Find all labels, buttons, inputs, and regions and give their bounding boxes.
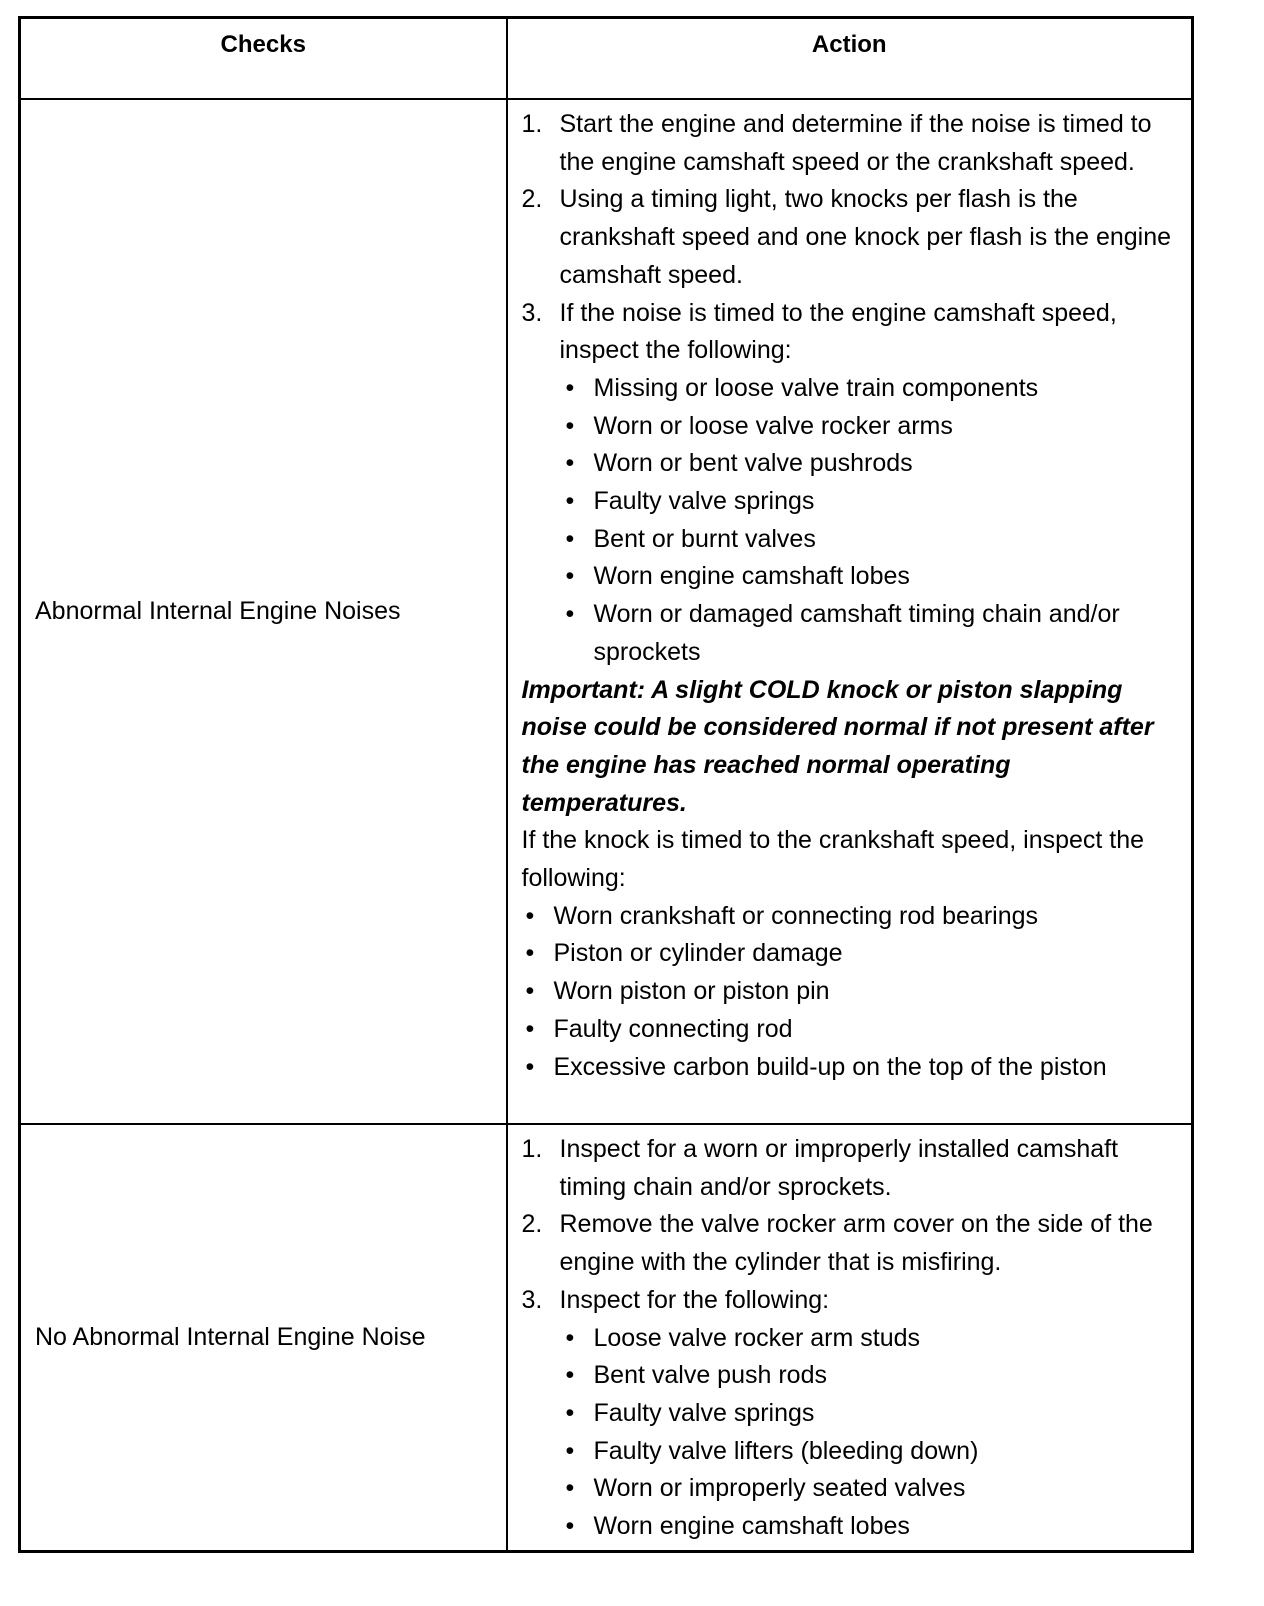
diagnostic-table	[18, 16, 1194, 1553]
check-cell: Abnormal Internal Engine Noises	[20, 99, 507, 1124]
list-item: • Missing or loose valve train components	[562, 370, 1182, 408]
action-cell	[507, 99, 1193, 1124]
table-row	[20, 99, 1193, 1124]
step-text: Remove the valve rocker arm cover on the side of the engine with the cylinder that is misfiring.	[559, 1210, 1153, 1277]
step-number: 1.	[521, 1135, 543, 1163]
inspection-list	[522, 370, 1182, 672]
list-item: • Piston or cylinder damage	[522, 935, 1182, 973]
step-text: Inspect for the following:	[559, 1285, 830, 1314]
list-item: • Worn engine camshaft lobes	[562, 1508, 1182, 1546]
step-item	[522, 1206, 1182, 1281]
list-item: • Faulty valve lifters (bleeding down)	[562, 1433, 1182, 1471]
crank-inspection-list	[522, 898, 1182, 1087]
header-row	[20, 18, 1193, 100]
inspection-list	[522, 1320, 1182, 1546]
list-item: • Faulty connecting rod	[522, 1011, 1182, 1049]
table-row	[20, 1124, 1193, 1551]
list-item: • Worn or loose valve rocker arms	[562, 408, 1182, 446]
list-item: • Faulty valve springs	[562, 483, 1182, 521]
step-number: 1.	[521, 110, 543, 138]
list-item: • Faulty valve springs	[562, 1395, 1182, 1433]
list-item: • Loose valve rocker arm studs	[562, 1320, 1182, 1358]
header-action: Action	[507, 18, 1193, 100]
list-item: • Excessive carbon build-up on the top of the piston	[522, 1049, 1182, 1087]
action-cell	[507, 1124, 1193, 1551]
step-text: Inspect for a worn or improperly installed camshaft timing chain and/or sprockets.	[559, 1135, 1119, 1201]
step-item	[522, 1282, 1182, 1320]
list-item: • Worn or improperly seated valves	[562, 1470, 1182, 1508]
step-text: Using a timing light, two knocks per flash is the crankshaft speed and one knock per flash is the engine camshaft speed.	[559, 185, 1172, 289]
list-item: • Worn piston or piston pin	[522, 973, 1182, 1011]
step-item	[522, 106, 1182, 181]
step-item	[522, 1131, 1182, 1206]
step-number: 3.	[521, 1285, 543, 1314]
step-item	[522, 295, 1182, 370]
list-item: • Bent valve push rods	[562, 1357, 1182, 1395]
step-number: 2.	[521, 1210, 543, 1239]
step-number: 3.	[521, 298, 543, 327]
list-item: • Worn or damaged camshaft timing chain and/or sprockets	[562, 596, 1182, 671]
crank-intro: If the knock is timed to the crankshaft speed, inspect the following:	[521, 826, 1145, 893]
check-cell: No Abnormal Internal Engine Noise	[20, 1124, 507, 1551]
list-item: • Worn or bent valve pushrods	[562, 445, 1182, 483]
step-text: Start the engine and determine if the noise is timed to the engine camshaft speed or the crankshaft speed.	[559, 110, 1152, 176]
list-item: • Bent or burnt valves	[562, 521, 1182, 559]
step-text: If the noise is timed to the engine camshaft speed, inspect the following:	[559, 298, 1117, 365]
step-item	[522, 181, 1182, 294]
header-checks: Checks	[20, 18, 507, 100]
step-number: 2.	[521, 185, 543, 214]
important-note: Important: A slight COLD knock or piston slapping noise could be considered normal if not present after the engine has reached normal operating temperatures.	[521, 675, 1154, 817]
list-item: • Worn engine camshaft lobes	[562, 558, 1182, 596]
list-item: • Worn crankshaft or connecting rod bearings	[522, 898, 1182, 936]
